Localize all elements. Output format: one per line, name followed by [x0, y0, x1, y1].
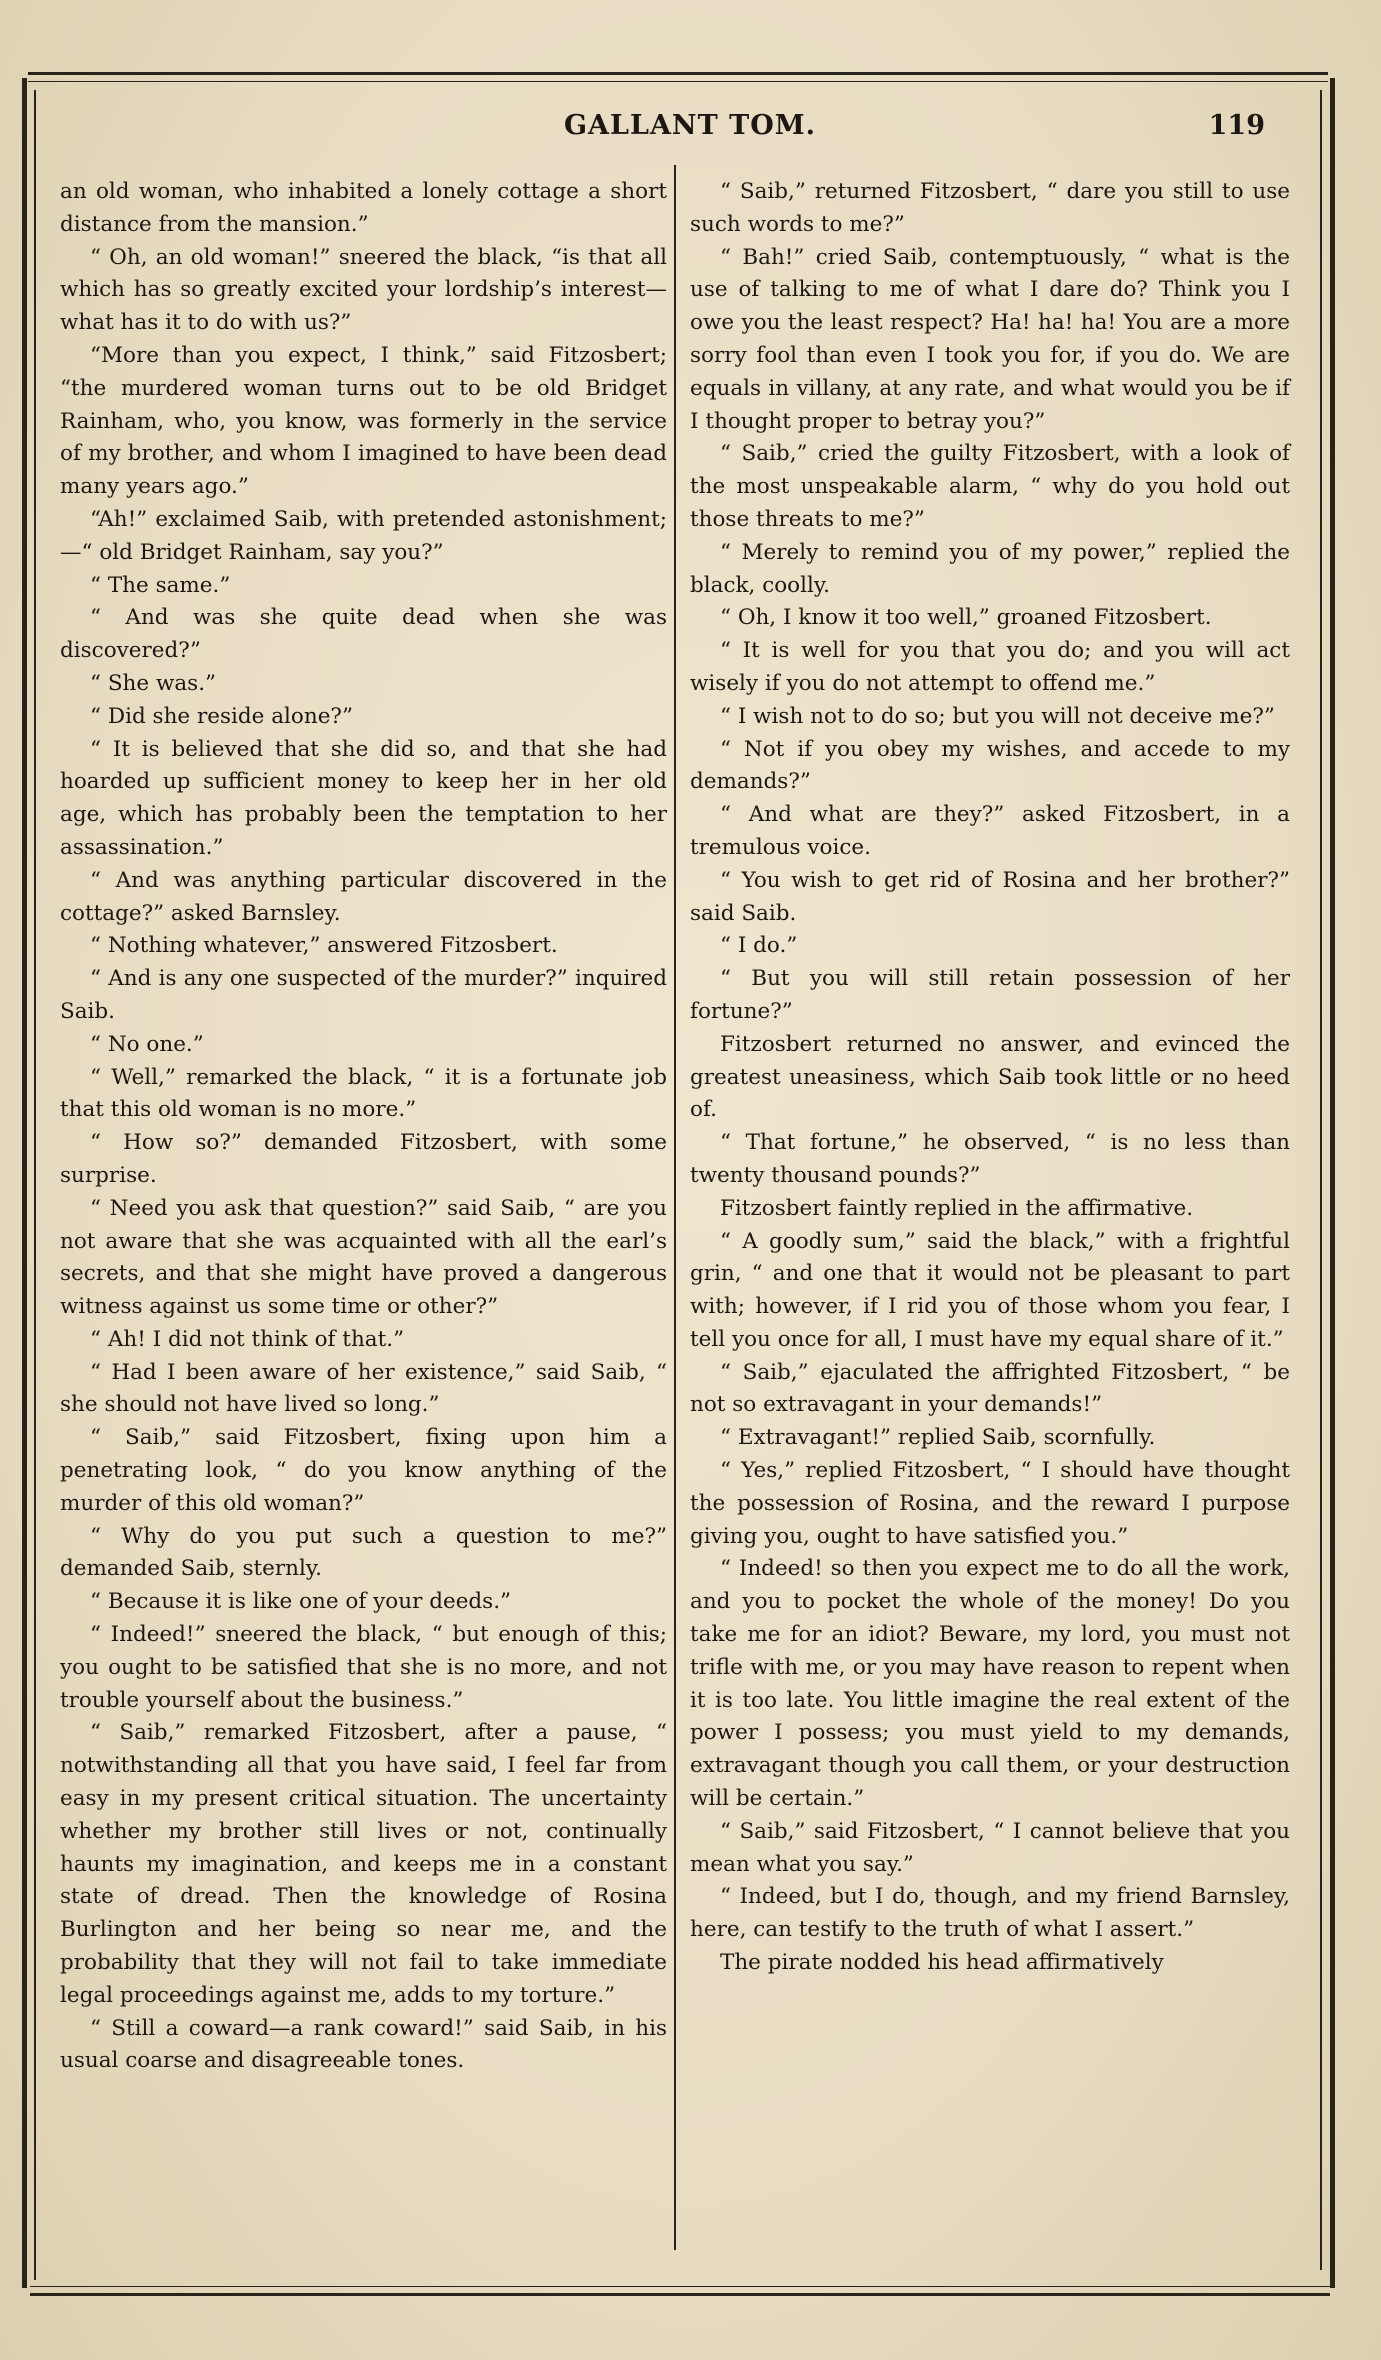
paragraph: “ Extravagant!” replied Saib, scornfully.: [720, 1425, 1156, 1451]
paragraph: “ Yes,” replied Fitzosbert, “ I should have thought the possession of Rosina, and the reward I purpose giving you, ought to have satisfied you.”: [690, 1458, 1290, 1549]
paragraph: “ Saib,” returned Fitzosbert, “ dare you still to use such words to me?”: [690, 179, 1290, 237]
paragraph: “ Indeed!” sneered the black, “ but enough of this; you ought to be satisfied that she is no more, and not trouble yourself about the business.”: [60, 1622, 667, 1713]
paragraph: “ You wish to get rid of Rosina and her brother?” said Saib.: [690, 867, 1290, 926]
paragraph: “ Did she reside alone?”: [90, 703, 353, 729]
left-border-thick: [22, 78, 27, 2288]
paragraph: Fitzosbert returned no answer, and evinced the greatest uneasiness, which Saib took little or no heed of.: [690, 1031, 1290, 1123]
paragraph: “ Saib,” said Fitzosbert, fixing upon him a penetrating look, “ do you know anything of the murder of this old woman?”: [60, 1425, 667, 1516]
paragraph: “ But you will still retain possession of her fortune?”: [690, 966, 1290, 1024]
paragraph: an old woman, who inhabited a lonely cottage a short distance from the mansion.”: [60, 179, 667, 237]
paragraph: “ She was.”: [90, 670, 217, 696]
paragraph: “ Saib,” remarked Fitzosbert, after a pause, “ notwithstanding all that you have said, I feel far from easy in my present critical situation. The uncertainty whether my brother still lives or not, continually haunts my imagination, and keeps me in a constant state of dread. Then the knowledge of Rosina Burlington and her being so near me, and the probability that they will not fail to take immediate legal proceedings against me, adds to my torture.”: [60, 1720, 667, 2008]
paragraph: “ Ah! I did not think of that.”: [90, 1326, 405, 1352]
paragraph: “ It is well for you that you do; and you will act wisely if you do not attempt to offend me.”: [690, 638, 1290, 696]
paragraph: “ Saib,” said Fitzosbert, “ I cannot believe that you mean what you say.”: [690, 1818, 1290, 1877]
paragraph: “ Merely to remind you of my power,” replied the black, coolly.: [690, 539, 1290, 598]
top-border-rule: [28, 72, 1328, 82]
right-border-thick: [1330, 78, 1335, 2288]
paragraph: “ No one.”: [90, 1031, 204, 1057]
paragraph: “ And what are they?” asked Fitzosbert, in a tremulous voice.: [690, 802, 1290, 860]
paragraph: “ Saib,” cried the guilty Fitzosbert, with a look of the most unspeakable alarm, “ why do you hold out those threats to me?”: [690, 441, 1290, 532]
paragraph: “ Because it is like one of your deeds.”: [90, 1589, 512, 1615]
paragraph: “ And is any one suspected of the murder?” inquired Saib.: [60, 966, 667, 1024]
paragraph: “More than you expect, I think,” said Fitzosbert; “the murdered woman turns out to be old Bridget Rainham, who, you know, was formerly in the service of my brother, and whom I imagined to have been dead many years ago.”: [60, 342, 667, 500]
paragraph: The pirate nodded his head affirmatively: [720, 1950, 1164, 1976]
paragraph: “ Still a coward—a rank coward!” said Saib, in his usual coarse and disagreeable tones.: [60, 2015, 667, 2074]
paragraph: “ Oh, an old woman!” sneered the black, “is that all which has so greatly excited your lordship’s interest—what has it to do with us?”: [60, 244, 667, 336]
paragraph: “ And was anything particular discovered in the cottage?” asked Barnsley.: [60, 867, 667, 926]
left-column: [60, 176, 667, 2078]
right-column: [690, 176, 1290, 1980]
paragraph: “ Nothing whatever,” answered Fitzosbert.: [90, 933, 558, 959]
paragraph: “ Saib,” ejaculated the affrighted Fitzosbert, “ be not so extravagant in your demands!”: [690, 1359, 1290, 1418]
paragraph: “ Need you ask that question?” said Saib, “ are you not aware that she was acquainted with all the earl’s secrets, and that she might have proved a dangerous witness against us some time or other?”: [60, 1195, 667, 1320]
paragraph: “ A goodly sum,” said the black,” with a frightful grin, “ and one that it would not be pleasant to part with; however, if I rid you of those whom you fear, I tell you once for all, I must have my equal share of it.”: [690, 1228, 1290, 1352]
right-border-thin: [1320, 90, 1322, 2270]
running-title: GALLANT TOM.: [564, 110, 816, 141]
paragraph: “ How so?” demanded Fitzosbert, with some surprise.: [60, 1130, 667, 1188]
bottom-border-rule: [30, 2286, 1330, 2296]
paragraph: “ Well,” remarked the black, “ it is a fortunate job that this old woman is no more.”: [60, 1064, 667, 1123]
paragraph: “ The same.”: [90, 572, 231, 598]
paragraph: “ It is believed that she did so, and that she had hoarded up sufficient money to keep her in her old age, which has probably been the temptation to her assassination.”: [60, 736, 667, 860]
paragraph: “ Indeed! so then you expect me to do all the work, and you to pocket the whole of the money! Do you take me for an idiot? Beware, my lord, you must not trifle with me, or you may have reason to repent when it is too late. You little imagine the real extent of the power I possess; you must yield to my demands, extravagant though you call them, or your destruction will be certain.”: [690, 1556, 1290, 1812]
paragraph: “ That fortune,” he observed, “ is no less than twenty thousand pounds?”: [690, 1130, 1290, 1188]
paragraph: “ Bah!” cried Saib, contemptuously, “ what is the use of talking to me of what I dare do? Think you I owe you the least respect? Ha! ha! ha! You are a more sorry fool than even I took you for, if you do. We are equals in villany, at any rate, and what would you be if I thought proper to betray you?”: [690, 244, 1290, 434]
paragraph: “ I wish not to do so; but you will not deceive me?”: [720, 703, 1275, 729]
paragraph: “ And was she quite dead when she was discovered?”: [60, 605, 667, 664]
paragraph: “Ah!” exclaimed Saib, with pretended astonishment;—“ old Bridget Rainham, say you?”: [60, 506, 667, 565]
paragraph: “ Indeed, but I do, though, and my friend Barnsley, here, can testify to the truth of what I assert.”: [690, 1884, 1290, 1943]
paragraph: “ I do.”: [720, 933, 798, 959]
paragraph: “ Had I been aware of her existence,” said Saib, “ she should not have lived so long.”: [60, 1359, 667, 1418]
paragraph: “ Oh, I know it too well,” groaned Fitzosbert.: [720, 605, 1212, 631]
page-number: 119: [1208, 110, 1265, 141]
column-divider: [674, 165, 676, 2250]
paragraph: “ Why do you put such a question to me?” demanded Saib, sternly.: [60, 1523, 667, 1582]
paragraph: Fitzosbert faintly replied in the affirmative.: [720, 1195, 1194, 1221]
left-border-thin: [34, 90, 36, 2280]
paragraph: “ Not if you obey my wishes, and accede to my demands?”: [690, 736, 1290, 795]
